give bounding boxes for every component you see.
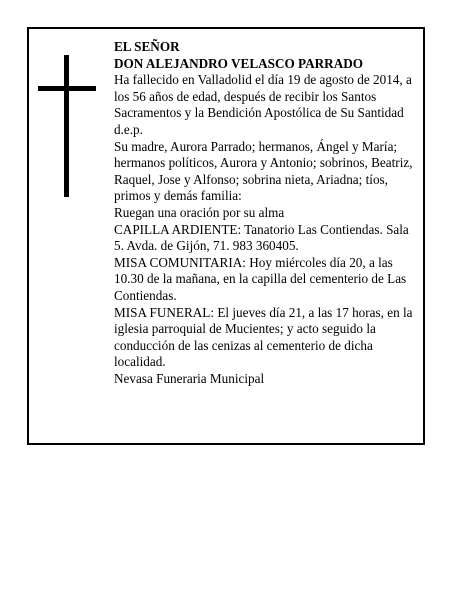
funeral-home: Nevasa Funeraria Municipal [114,370,265,386]
deceased-name: DON ALEJANDRO VELASCO PARRADO [114,55,363,71]
death-paragraph: Ha fallecido en Valladolid el día 19 de agosto de 2014, a los 56 años de edad, después de recibir los Santos Sacramentos y la Bendición Apostólica de Su Santidad d.e.p. [114,72,412,137]
family-paragraph: Su madre, Aurora Parrado; hermanos, Ángel y María; hermanos políticos, Aurora y Antonio; sobrinos, Beatriz, Raquel, Jose y Alfonso; sobrina nieta, Ariadna; tíos, primos y demás familia: [114,138,413,204]
funeral-mass-paragraph: MISA FUNERAL: El jueves día 21, a las 17 horas, en la iglesia parroquial de Mucientes; y acto seguido la conducción de las cenizas al cementerio de dicha localidad. [114,304,413,370]
community-mass-paragraph: MISA COMUNITARIA: Hoy miércoles día 20, a las 10.30 de la mañana, en la capilla del cementerio de Las Contiendas. [114,254,407,303]
title-line-1: EL SEÑOR [114,39,180,54]
obituary-text [114,39,420,387]
prayer-request: Ruegan una oración por su alma [114,204,285,220]
cross-horizontal-bar [38,86,96,91]
chapel-paragraph: CAPILLA ARDIENTE: Tanatorio Las Contiendas. Sala 5. Avda. de Gijón, 71. 983 360405. [114,221,409,254]
cross-vertical-bar [64,55,69,197]
